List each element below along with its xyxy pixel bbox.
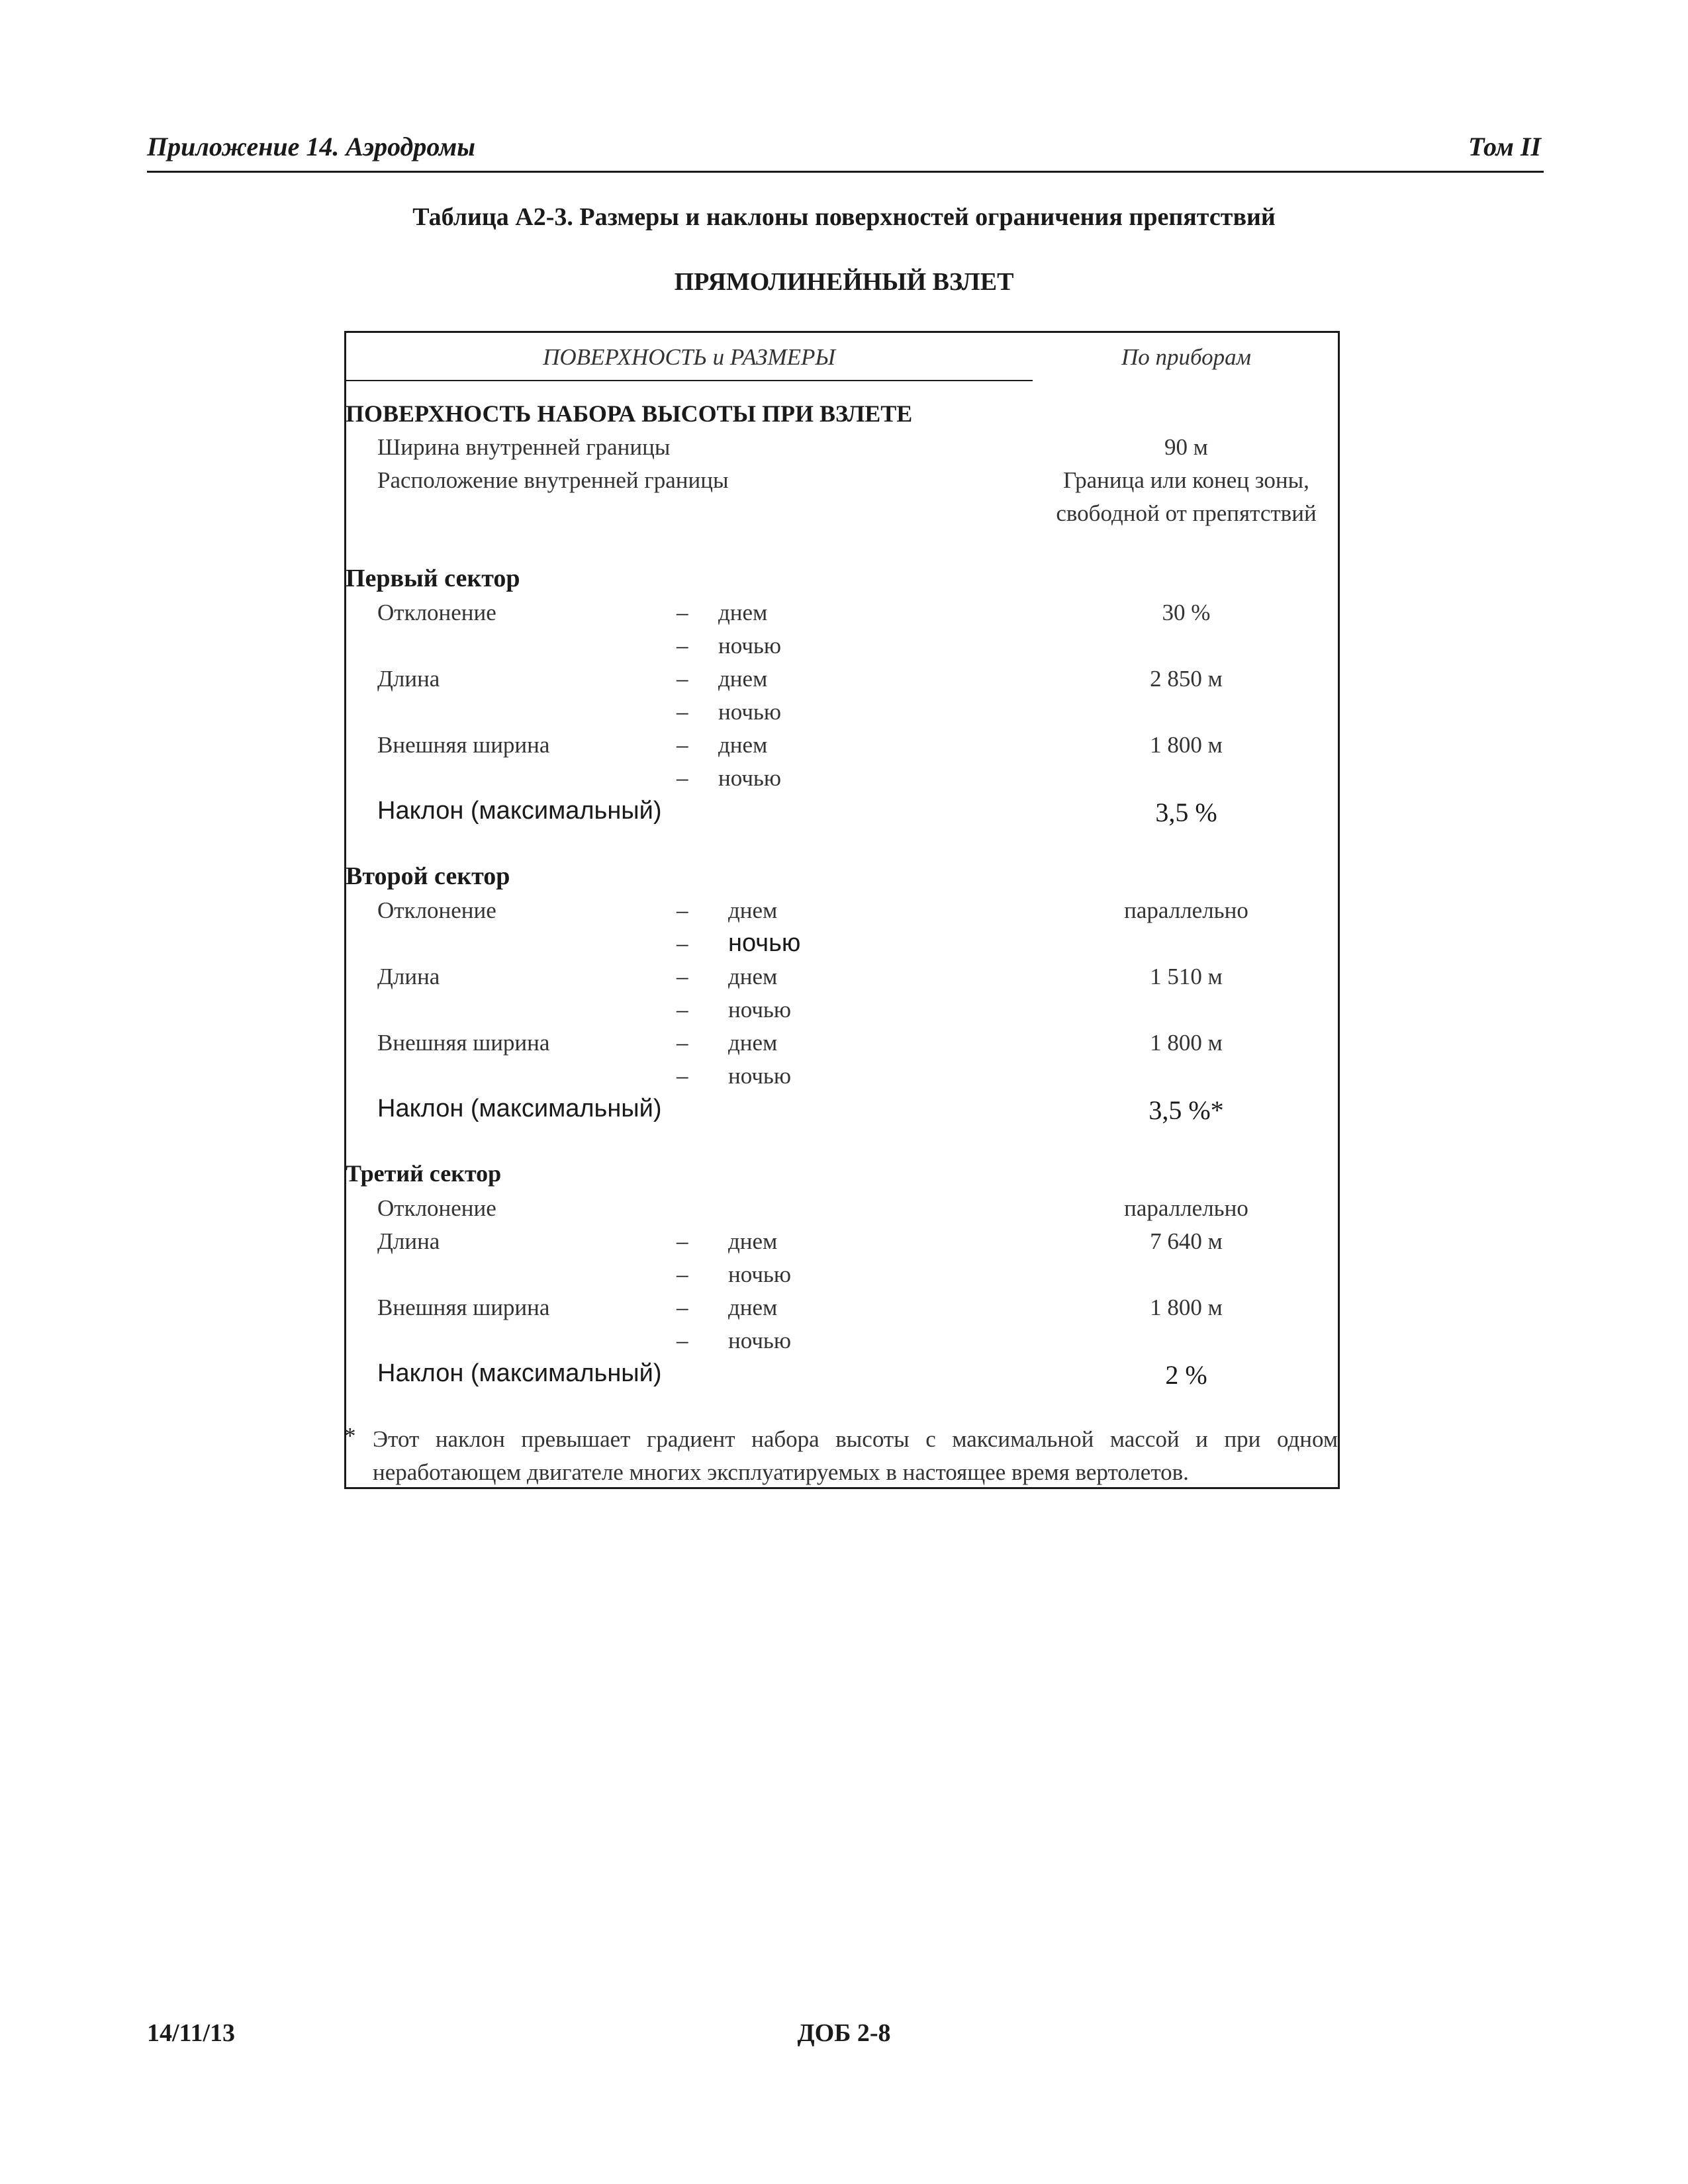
sector3-outer-width-night: ночью	[728, 1328, 792, 1353]
dash: –	[677, 1063, 688, 1089]
sector2-divergence-label: Отклонение	[377, 897, 496, 923]
sector2-outer-width-night: ночью	[728, 1063, 792, 1089]
sector1-outer-width-night: ночью	[718, 765, 782, 791]
sector2-length-day: днем	[728, 964, 778, 989]
dash: –	[677, 765, 688, 791]
dash: –	[677, 1228, 688, 1254]
sector1-divergence-value: 30 %	[1162, 600, 1211, 625]
inner-width-label: Ширина внутренней границы	[377, 434, 671, 460]
dash: –	[677, 732, 688, 758]
dash: –	[677, 600, 688, 625]
sector2-divergence-night: ночью	[728, 929, 801, 957]
sector3-outer-width-label: Внешняя ширина	[377, 1295, 550, 1320]
table-footnote: Этот наклон превышает градиент набора высоты с максимальной массой и при одном неработающем двигателе многих эксплуатируемых в настоящее время вертолетов.	[373, 1426, 1338, 1485]
table-subtitle: ПРЯМОЛИНЕЙНЫЙ ВЗЛЕТ	[674, 268, 1014, 296]
footnote-marker: *	[344, 1423, 356, 1449]
sector2-length-label: Длина	[377, 964, 440, 989]
sector2-outer-width-label: Внешняя ширина	[377, 1030, 550, 1056]
sector1-divergence-day: днем	[718, 600, 768, 625]
sector1-length-value: 2 850 м	[1150, 666, 1223, 692]
dash: –	[677, 997, 688, 1023]
sector1-outer-width-label: Внешняя ширина	[377, 732, 550, 758]
sector2-length-night: ночью	[728, 997, 792, 1023]
surface-title: ПОВЕРХНОСТЬ НАБОРА ВЫСОТЫ ПРИ ВЗЛЕТЕ	[346, 400, 913, 427]
sector3-slope-value: 2 %	[1165, 1360, 1207, 1390]
sector3-length-night: ночью	[728, 1261, 792, 1287]
dash: –	[677, 1261, 688, 1287]
sector3-length-day: днем	[728, 1228, 778, 1254]
sector3-length-label: Длина	[377, 1228, 440, 1254]
sector2-divergence-value: параллельно	[1124, 897, 1248, 923]
sector1-slope-value: 3,5 %	[1155, 797, 1217, 827]
sector2-slope-value: 3,5 %*	[1149, 1095, 1224, 1125]
dash: –	[677, 897, 688, 923]
dash: –	[677, 1328, 688, 1353]
sector1-length-label: Длина	[377, 666, 440, 692]
dash: –	[677, 1295, 688, 1320]
sector1-title: Первый сектор	[346, 565, 520, 592]
dash: –	[677, 666, 688, 692]
running-header-volume: Том II	[1468, 132, 1541, 161]
inner-width-value: 90 м	[1164, 434, 1208, 460]
sector2-outer-width-value: 1 800 м	[1150, 1030, 1223, 1056]
sector3-outer-width-day: днем	[728, 1295, 778, 1320]
inner-location-value-line1: Граница или конец зоны,	[1063, 467, 1309, 493]
sector3-slope-label: Наклон (максимальный)	[377, 1359, 662, 1387]
sector1-divergence-label: Отклонение	[377, 600, 496, 625]
footer-date: 14/11/13	[147, 2019, 236, 2047]
sector2-length-value: 1 510 м	[1150, 964, 1223, 989]
inner-location-label: Расположение внутренней границы	[377, 467, 729, 493]
sector1-slope-label: Наклон (максимальный)	[377, 797, 662, 825]
dash: –	[677, 1030, 688, 1056]
dash: –	[677, 964, 688, 989]
sector3-length-value: 7 640 м	[1150, 1228, 1223, 1254]
sector2-outer-width-day: днем	[728, 1030, 778, 1056]
sector1-outer-width-value: 1 800 м	[1150, 732, 1223, 758]
dash: –	[677, 931, 688, 956]
sector1-length-day: днем	[718, 666, 768, 692]
table-title: Таблица A2-3. Размеры и наклоны поверхностей ограничения препятствий	[412, 203, 1276, 231]
sector1-length-night: ночью	[718, 699, 782, 725]
sector2-title: Второй сектор	[346, 862, 510, 890]
sector3-title: Третий сектор	[346, 1160, 502, 1187]
footer-page-number: ДОБ 2-8	[797, 2019, 891, 2047]
sector3-divergence-value: параллельно	[1124, 1195, 1248, 1221]
inner-location-value-line2: свободной от препятствий	[1056, 500, 1317, 526]
sector1-divergence-night: ночью	[718, 633, 782, 659]
sector2-slope-label: Наклон (максимальный)	[377, 1095, 662, 1122]
dash: –	[677, 699, 688, 725]
column-header-instrument: По приборам	[1121, 344, 1251, 370]
sector2-divergence-day: днем	[728, 897, 778, 923]
sector3-divergence-label: Отклонение	[377, 1195, 496, 1221]
sector3-outer-width-value: 1 800 м	[1150, 1295, 1223, 1320]
column-header-surface: ПОВЕРХНОСТЬ и РАЗМЕРЫ	[543, 344, 835, 370]
sector1-outer-width-day: днем	[718, 732, 768, 758]
header-rule	[147, 171, 1544, 173]
column-header-rule	[346, 380, 1033, 381]
running-header-title: Приложение 14. Аэродромы	[147, 132, 476, 161]
dash: –	[677, 633, 688, 659]
